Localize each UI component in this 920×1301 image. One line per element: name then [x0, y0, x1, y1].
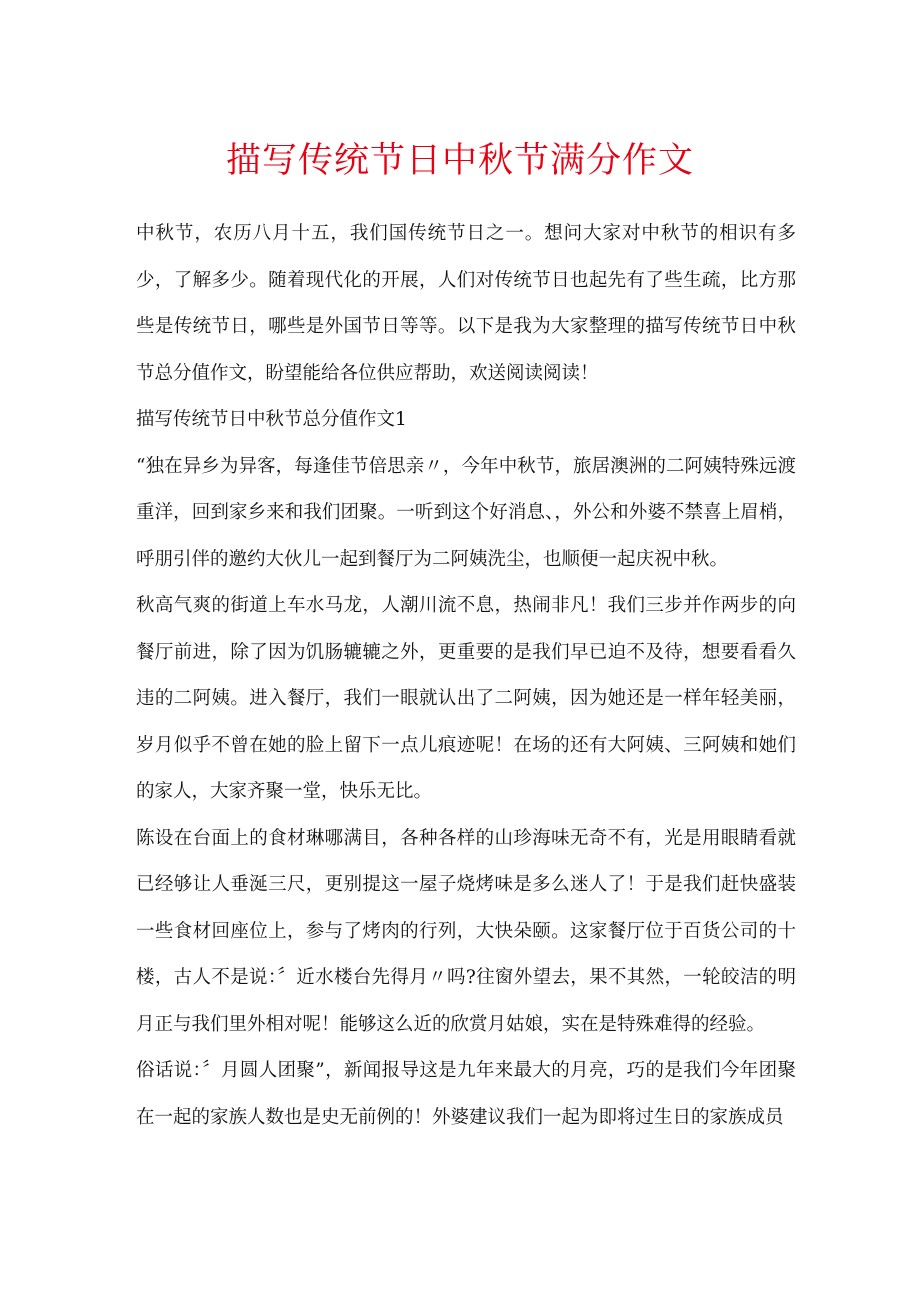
- intro-paragraph: 中秋节，农历八月十五，我们国传统节日之一。想问大家对中秋节的相识有多少，了解多少。随着现代化的开展，人们对传统节日也起先有了些生疏，比方那些是传统节日，哪些是外国节日等等。以下是我为大家整理的描写传统节日中秋节总分值作文，盼望能给各位供应帮助，欢送阅读阅读！: [136, 223, 796, 384]
- body-paragraph: 俗话说：〞月圆人团聚”，新闻报导这是九年来最大的月亮，巧的是我们今年团聚在一起的家族人数也是史无前例的！外婆建议我们一起为即将过生日的家族成员: [136, 1060, 796, 1128]
- body-paragraph: 陈设在台面上的食材琳哪满目，各种各样的山珍海味无奇不有，光是用眼睛看就已经够让人垂涎三尺，更别提这一屋子烧烤味是多么迷人了！于是我们赶快盛装一些食材回座位上，参与了烤肉的行列，大快朵颐。这家餐厅位于百货公司的十楼，古人不是说：〞近水楼台先得月〃吗?往窗外望去，果不其然，一轮皎洁的明月正与我们里外相对呢！能够这么近的欣赏月姑娘，实在是特殊难得的经验。: [136, 827, 796, 1035]
- body-paragraph: 秋高气爽的街道上车水马龙，人潮川流不息，热闹非凡！我们三步并作两步的向餐厅前进，除了因为饥肠辘辘之外，更重要的是我们早已迫不及待，想要看看久违的二阿姨。进入餐厅，我们一眼就认出了二阿姨，因为她还是一样年轻美丽，岁月似乎不曾在她的脸上留下一点儿痕迹呢！在场的还有大阿姨、三阿姨和她们的家人，大家齐聚一堂，快乐无比。: [136, 595, 796, 802]
- essay-subheading: 描写传统节日中秋节总分值作文1: [136, 409, 407, 430]
- document-body: [136, 211, 796, 1141]
- document-title: 描写传统节日中秋节满分作文: [225, 141, 694, 181]
- body-paragraph: “独在异乡为异客，每逢佳节倍思亲〃，今年中秋节，旅居澳洲的二阿姨特殊远渡重洋，回到家乡来和我们团聚。一听到这个好消息、，外公和外婆不禁喜上眉梢，呼朋引伴的邀约大伙儿一起到餐厅为二阿姨洗尘，也顺便一起庆祝中秋。: [136, 455, 796, 570]
